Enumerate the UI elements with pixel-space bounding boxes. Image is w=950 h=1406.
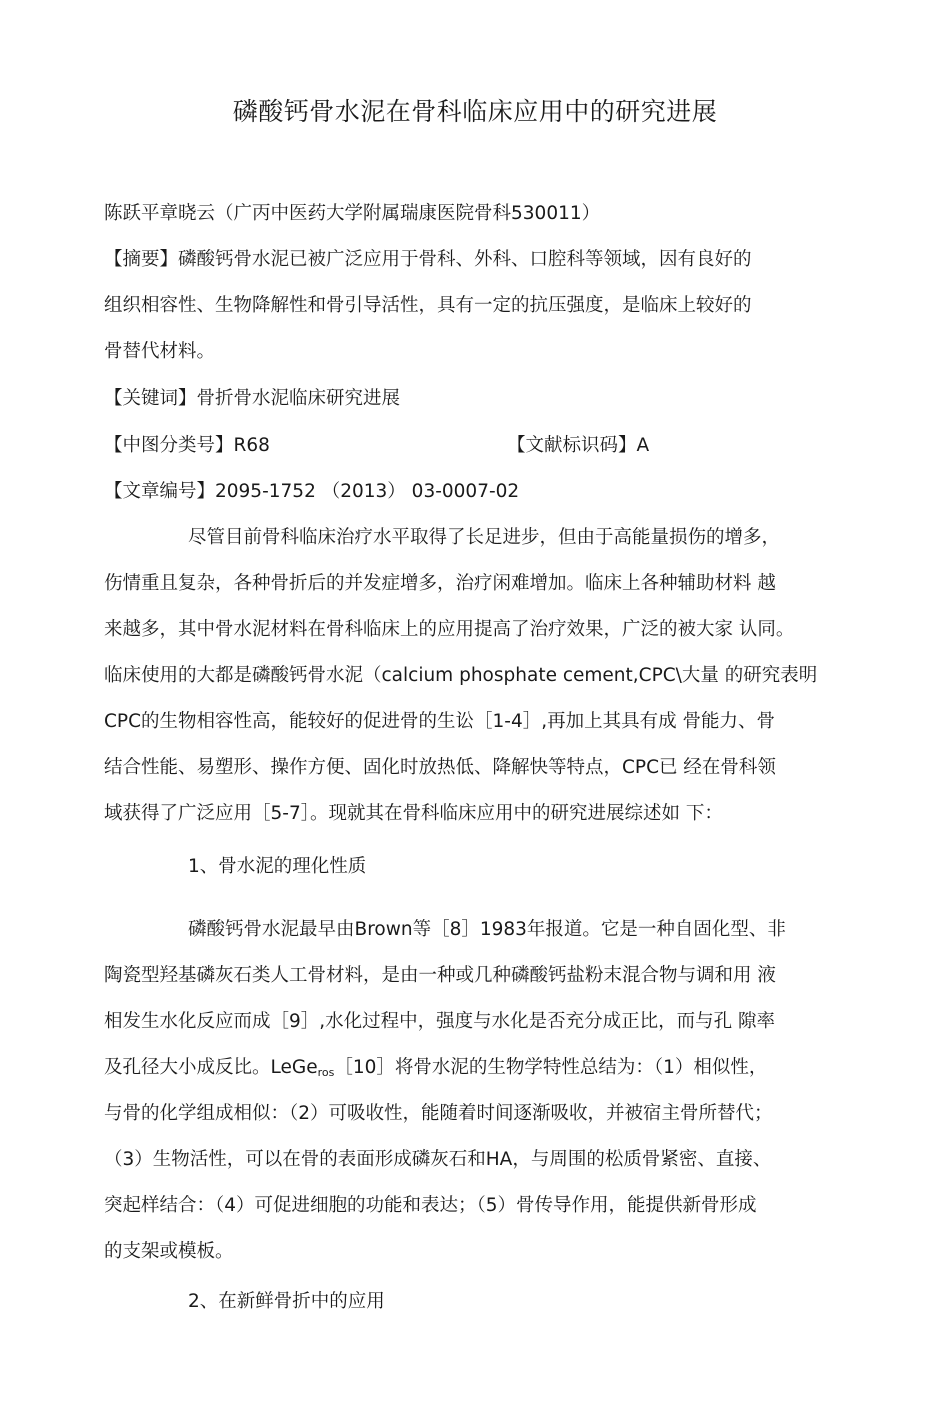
abstract-line: 组织相容性、生物降解性和骨引导活性，具有一定的抗压强度，是临床上较好的 <box>104 295 752 316</box>
section1-line-suffix: ［10］将骨水泥的生物学特性总结为：（1）相似性， <box>334 1057 768 1078</box>
section1-line: （3）生物活性，可以在骨的表面形成磷灰石和HA，与周围的松质骨紧密、直接、 <box>104 1149 772 1170</box>
keywords-line: 【关键词】骨折骨水泥临床研究进展 <box>104 388 401 409</box>
intro-line: 伤情重且复杂，各种骨折后的并发症增多，治疗闲难增加。临床上各种辅助材料 越 <box>104 573 776 594</box>
intro-line: CPC的生物相容性高，能较好的促进骨的生讼［1-4］,再加上其具有成 骨能力、骨 <box>104 711 775 732</box>
document-code: 【文献标识码】A <box>507 435 650 456</box>
intro-line: 尽管目前骨科临床治疗水平取得了长足进步，但由于高能量损伤的增多， <box>188 527 781 548</box>
section1-line: 陶瓷型羟基磷灰石类人工骨材料，是由一种或几种磷酸钙盐粉末混合物与调和用 液 <box>104 965 776 986</box>
author-line: 陈跃平章晓云（广丙中医药大学附属瑞康医院骨科530011） <box>104 203 601 224</box>
section1-line <box>104 1054 767 1087</box>
section1-line: 的支架或模板。 <box>104 1241 234 1262</box>
section1-line: 与骨的化学组成相似：（2）可吸收性，能随着时间逐渐吸收，并被宿主骨所替代； <box>104 1103 773 1124</box>
intro-line: 来越多，其中骨水泥材料在骨科临床上的应用提高了治疗效果，广泛的被大家 认同。 <box>104 619 795 640</box>
document-title: 磷酸钙骨水泥在骨科临床应用中的研究进展 <box>232 97 718 126</box>
abstract-line: 骨替代材料。 <box>104 341 216 362</box>
classification-number: 【中图分类号】R68 <box>104 435 270 456</box>
intro-line: 结合性能、易塑形、操作方便、固化时放热低、降解快等特点，CPC已 经在骨科领 <box>104 757 776 778</box>
section1-line-prefix: 及孔径大小成反比。LeGe <box>104 1057 318 1078</box>
section-heading: 1、骨水泥的理化性质 <box>188 856 367 877</box>
article-number: 【文章编号】2095-1752 （2013） 03-0007-02 <box>104 481 520 502</box>
intro-line: 域获得了广泛应用［5-7］。现就其在骨科临床应用中的研究进展综述如 下： <box>104 803 723 824</box>
section1-line: 相发生水化反应而成［9］,水化过程中，强度与水化是否充分成正比，而与孔 隙率 <box>104 1011 776 1032</box>
section1-line: 磷酸钙骨水泥最早由Brown等［8］1983年报道。它是一种自固化型、非 <box>188 919 786 940</box>
section-heading: 2、在新鲜骨折中的应用 <box>188 1291 385 1312</box>
section1-line: 突起样结合：（4）可促进细胞的功能和表达；（5）骨传导作用，能提供新骨形成 <box>104 1195 757 1216</box>
intro-line: 临床使用的大都是磷酸钙骨水泥（calcium phosphate cement,CPC\大量 的研究表明 <box>104 665 818 686</box>
author-subscript: ros <box>317 1066 335 1079</box>
abstract-line: 【摘要】磷酸钙骨水泥已被广泛应用于骨科、外科、口腔科等领域，因有良好的 <box>104 249 752 270</box>
